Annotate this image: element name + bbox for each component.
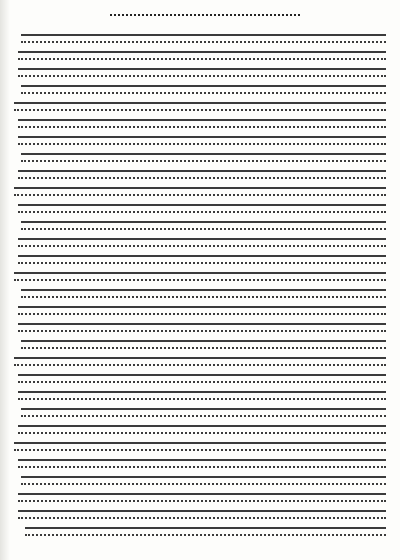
handwriting-ink	[18, 391, 386, 400]
handwriting-ink	[18, 204, 386, 213]
handwriting-ink	[18, 323, 386, 332]
handwriting-ink	[18, 459, 386, 468]
manuscript-line	[14, 60, 386, 77]
handwriting-ink	[14, 187, 386, 196]
manuscript-line	[14, 162, 386, 179]
manuscript-line	[14, 502, 386, 519]
manuscript-line	[14, 315, 386, 332]
manuscript-line	[14, 213, 386, 230]
manuscript-line	[14, 349, 386, 366]
manuscript-line	[14, 94, 386, 111]
manuscript-line	[14, 26, 386, 43]
manuscript-line	[14, 264, 386, 281]
manuscript-line	[14, 196, 386, 213]
handwriting-ink	[21, 476, 386, 485]
handwriting-ink	[18, 119, 386, 128]
manuscript-line	[14, 451, 386, 468]
handwriting-ink	[18, 170, 386, 179]
handwriting-ink	[18, 374, 386, 383]
handwriting-ink	[21, 340, 386, 349]
manuscript-line	[14, 400, 386, 417]
handwriting-ink	[21, 289, 386, 298]
handwriting-ink	[14, 442, 386, 451]
handwriting-ink	[18, 306, 386, 315]
manuscript-line	[14, 128, 386, 145]
handwriting-ink	[18, 68, 386, 77]
handwriting-ink	[21, 34, 386, 43]
handwriting-ink	[18, 493, 386, 502]
handwriting-ink	[21, 221, 386, 230]
handwriting-ink	[18, 51, 386, 60]
handwriting-ink	[18, 510, 386, 519]
handwriting-ink	[18, 136, 386, 145]
manuscript-line	[14, 332, 386, 349]
handwriting-ink	[14, 102, 386, 111]
manuscript-line	[14, 383, 386, 400]
handwriting-ink	[21, 408, 386, 417]
manuscript-line	[14, 485, 386, 502]
handwriting-ink	[18, 255, 386, 264]
handwriting-ink	[21, 85, 386, 94]
manuscript-line	[14, 43, 386, 60]
handwriting-ink	[18, 425, 386, 434]
manuscript-line	[14, 111, 386, 128]
manuscript-line	[14, 298, 386, 315]
manuscript-line	[14, 468, 386, 485]
manuscript-line	[14, 230, 386, 247]
manuscript-line	[14, 366, 386, 383]
manuscript-line	[14, 145, 386, 162]
manuscript-line	[14, 247, 386, 264]
handwriting-ink	[25, 527, 386, 536]
manuscript-body	[14, 26, 386, 552]
handwriting-ink	[18, 238, 386, 247]
handwriting-ink	[21, 153, 386, 162]
page-edge-shadow	[0, 0, 10, 560]
manuscript-line	[14, 179, 386, 196]
basmala-header	[110, 6, 300, 18]
handwriting-ink	[14, 357, 386, 366]
manuscript-line	[14, 417, 386, 434]
manuscript-line	[14, 77, 386, 94]
manuscript-line	[14, 281, 386, 298]
handwriting-ink	[14, 272, 386, 281]
manuscript-line	[14, 519, 386, 536]
manuscript-line	[14, 434, 386, 451]
